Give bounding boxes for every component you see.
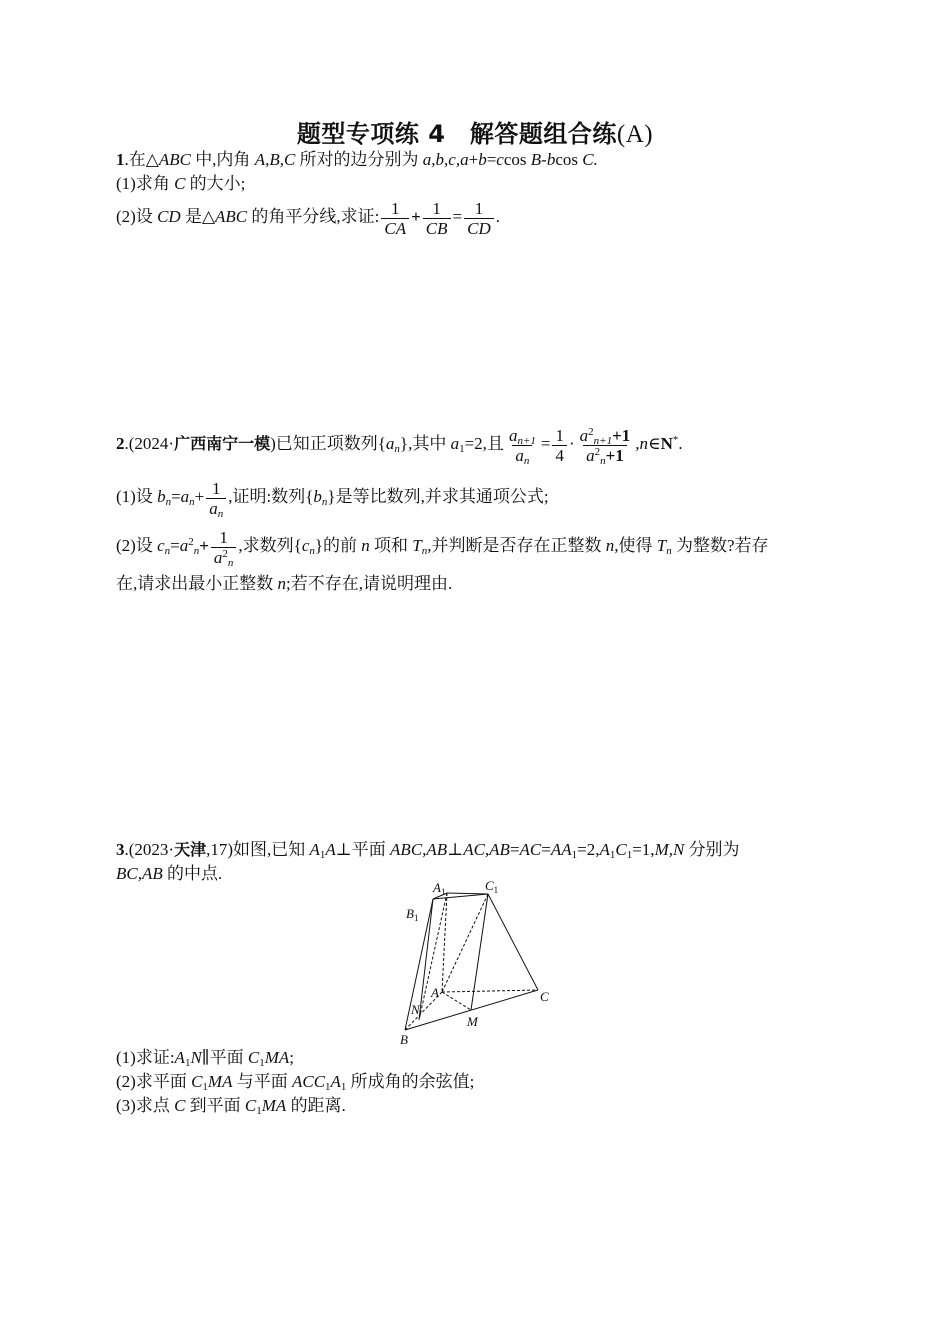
sub: n xyxy=(321,496,328,508)
math: C xyxy=(174,1096,186,1115)
sub: n+1 xyxy=(517,434,536,447)
frac-numerator: 1 xyxy=(212,478,221,498)
q1-math: a,b,c,a xyxy=(422,150,469,169)
math: A xyxy=(309,840,320,859)
label-b1: $B_1$ xyxy=(406,906,419,923)
text: 的中点. xyxy=(162,864,223,883)
q3-part1 xyxy=(116,1046,294,1070)
math-a: a xyxy=(579,425,589,445)
plus-sign: + xyxy=(199,536,209,555)
q1-text: 中,内角 xyxy=(190,150,255,169)
text: }的前 xyxy=(314,536,362,555)
math: C xyxy=(247,1048,260,1067)
q1-p1-text: (1)求角 xyxy=(116,174,175,193)
q1-text: cos xyxy=(555,150,583,169)
q1-text: cos xyxy=(503,150,531,169)
naturals-symbol: N xyxy=(660,434,673,453)
q2-math: n xyxy=(639,434,649,453)
text: (3)求点 xyxy=(116,1096,175,1115)
edge-c1-c xyxy=(488,894,538,990)
q2-part2 xyxy=(116,522,769,570)
fraction-1-over-cd xyxy=(464,199,494,238)
label-a: A xyxy=(431,985,439,1000)
q2-text: },其中 xyxy=(399,434,451,453)
text: ∥平面 xyxy=(201,1048,248,1067)
q3-number: 3 xyxy=(116,840,125,859)
math: BC,AB xyxy=(116,864,163,883)
text: }是等比数列,并求其通项公式; xyxy=(327,487,549,506)
q3-part3 xyxy=(116,1094,346,1118)
q3-source-name: 天津 xyxy=(174,840,207,859)
perp-symbol: ⊥ xyxy=(447,840,464,859)
q2-number: 2 xyxy=(116,434,125,453)
text: 为整数?若存 xyxy=(671,536,769,555)
math-a: a xyxy=(508,425,518,445)
text: = xyxy=(509,840,520,859)
math: A xyxy=(174,1048,185,1067)
frac-numerator: 1 xyxy=(555,425,564,445)
sup: 2 xyxy=(188,536,194,548)
math: A xyxy=(599,840,610,859)
q1-part2 xyxy=(116,196,500,238)
sub: 1 xyxy=(571,849,578,861)
label-c1: $C_1$ xyxy=(485,880,499,895)
label-m: M xyxy=(467,1014,478,1029)
math: a xyxy=(179,536,189,555)
q2-part1 xyxy=(116,474,549,520)
sup: 2 xyxy=(222,547,228,560)
math: c xyxy=(157,536,165,555)
sub: n xyxy=(165,496,172,508)
q2-source-open: .(2024· xyxy=(124,434,175,453)
text: ,并判断是否存在正整数 xyxy=(427,536,606,555)
math-a: a xyxy=(586,445,595,465)
fraction-1-over-an xyxy=(206,479,226,518)
text: 的距离. xyxy=(286,1096,346,1115)
math: M,N xyxy=(654,840,685,859)
frac-denominator: 4 xyxy=(552,445,567,465)
math: T xyxy=(412,536,422,555)
frac-numerator xyxy=(577,426,634,445)
q1-p2-text: 是△ xyxy=(180,207,216,226)
plus-one: +1 xyxy=(605,445,624,465)
edge-a-m xyxy=(442,992,471,1010)
sub: n xyxy=(309,545,315,557)
math: A xyxy=(330,1072,341,1091)
q1-text: .在△ xyxy=(124,150,159,169)
q2-text: )已知正项数列{ xyxy=(270,434,386,453)
sub: 1 xyxy=(184,1057,191,1069)
math: MA xyxy=(264,1048,290,1067)
q2-sub: 1 xyxy=(459,443,465,455)
text: (2)求平面 xyxy=(116,1072,192,1091)
sub: 1 xyxy=(256,1105,262,1117)
text: ,使得 xyxy=(614,536,657,555)
fraction-ratio xyxy=(506,426,539,465)
equals-sign: = xyxy=(540,434,551,453)
fraction-squares xyxy=(577,426,634,465)
q3-stem xyxy=(116,838,740,862)
math-a: a xyxy=(515,445,524,465)
math: b xyxy=(313,487,322,506)
math: a xyxy=(213,547,223,567)
edge-a-c xyxy=(442,990,538,992)
math: b xyxy=(157,487,166,506)
fraction-quarter xyxy=(552,426,567,465)
sup: * xyxy=(672,434,679,446)
frac-denominator xyxy=(512,445,532,465)
q1-math: b xyxy=(478,150,487,169)
edge-b1-n xyxy=(419,899,433,1020)
math: C xyxy=(191,1072,203,1091)
math: C xyxy=(244,1096,257,1115)
title-main: 题型专项练 4 解答题组合练 xyxy=(296,120,617,148)
q1-text: + xyxy=(468,150,479,169)
q1-math: B xyxy=(530,150,542,169)
sub: n xyxy=(189,496,195,508)
math: N xyxy=(190,1048,202,1067)
text: 与平面 xyxy=(232,1072,292,1091)
fraction-1-over-an-squared xyxy=(211,528,237,567)
math: C xyxy=(615,840,627,859)
fraction-1-over-cb xyxy=(423,199,451,238)
q3-source-open: .(2023· xyxy=(124,840,175,859)
q3-part2 xyxy=(116,1070,474,1094)
element-of: ∈ xyxy=(648,434,661,453)
label-c: C xyxy=(540,989,549,1004)
sub: 1 xyxy=(626,849,633,861)
edge-c1-m xyxy=(471,894,488,1010)
q1-number: 1 xyxy=(116,150,125,169)
sub: n+1 xyxy=(593,434,613,447)
sup: 2 xyxy=(594,445,601,458)
text: 项和 xyxy=(369,536,413,555)
q1-stem xyxy=(116,148,598,172)
q2-sub: n xyxy=(394,443,400,455)
math: AA xyxy=(550,840,572,859)
sub: n xyxy=(193,545,200,557)
sub: n xyxy=(666,545,672,557)
q1-p2-text: 的角平分线,求证: xyxy=(247,207,380,226)
text: ⊥平面 xyxy=(335,840,391,859)
plus-sign: + xyxy=(411,207,421,226)
q1-math: b xyxy=(546,150,556,169)
sub: n xyxy=(421,545,428,557)
q1-p2-text: (2)设 xyxy=(116,207,158,226)
text: =1, xyxy=(632,840,655,859)
period: . xyxy=(678,434,683,453)
frac-denominator xyxy=(211,547,237,567)
math: MA xyxy=(207,1072,233,1091)
q1-p2-math: ABC xyxy=(215,207,248,226)
text: ,证明:数列{ xyxy=(228,487,314,506)
math: a xyxy=(209,498,218,518)
frac-denominator xyxy=(583,445,627,465)
q2-p2-text: (2)设 xyxy=(116,536,158,555)
title-suffix: (A) xyxy=(616,121,654,148)
q1-math: C. xyxy=(582,150,598,169)
math: T xyxy=(656,536,667,555)
math: AC xyxy=(519,840,542,859)
frac-numerator: 1 xyxy=(474,198,484,218)
sub: n xyxy=(227,556,234,569)
label-b: B xyxy=(400,1032,408,1047)
q1-text: - xyxy=(541,150,547,169)
q2-p1-text: (1)设 xyxy=(116,487,158,506)
frac-denominator: CD xyxy=(464,218,494,238)
q1-math: A,B,C xyxy=(254,150,296,169)
text: (1)求证: xyxy=(116,1048,175,1067)
math: a xyxy=(180,487,190,506)
frac-numerator: 1 xyxy=(219,527,228,547)
frac-denominator xyxy=(206,498,226,518)
frac-numerator: 1 xyxy=(432,198,441,218)
text: 在,请求出最小正整数 xyxy=(116,574,278,593)
text: 分别为 xyxy=(684,840,740,859)
q2-text: =2,且 xyxy=(464,434,504,453)
fraction-1-over-ca xyxy=(381,199,409,238)
q2-math: a xyxy=(450,434,460,453)
frac-denominator: CA xyxy=(381,218,409,238)
sub: 1 xyxy=(319,849,326,861)
sub: n xyxy=(600,454,606,467)
text: ,求数列{ xyxy=(238,536,302,555)
q1-p1-text: 的大小; xyxy=(185,174,246,193)
sub: 1 xyxy=(202,1081,208,1093)
math: c xyxy=(301,536,310,555)
math: ACC xyxy=(291,1072,326,1091)
math: n xyxy=(277,574,286,593)
sub: n xyxy=(217,507,224,520)
frac-denominator: CB xyxy=(423,218,451,238)
math: ABC,AB xyxy=(390,840,448,859)
label-n: N xyxy=(411,1002,420,1017)
equals-sign: = xyxy=(452,207,463,226)
q1-math: c xyxy=(496,150,504,169)
q1-text: 所对的边分别为 xyxy=(295,150,423,169)
text: = xyxy=(170,536,180,555)
sub: 1 xyxy=(259,1057,265,1069)
q1-part1 xyxy=(116,172,245,196)
plus-one: +1 xyxy=(612,425,631,445)
q3-text: ,17)如图,已知 xyxy=(206,840,310,859)
label-a1: $A_1$ xyxy=(433,880,446,897)
text: ; xyxy=(289,1048,295,1067)
q2-math: a xyxy=(385,434,395,453)
period: . xyxy=(495,207,500,226)
math: MA xyxy=(261,1096,287,1115)
text: 所成角的余弦值; xyxy=(346,1072,475,1091)
frac-numerator: 1 xyxy=(390,198,400,218)
frac-numerator xyxy=(506,426,539,445)
sup: 2 xyxy=(588,425,594,438)
math: n xyxy=(361,536,370,555)
q2-part2-continued xyxy=(116,572,452,596)
prism-figure xyxy=(395,880,565,1050)
q1-p2-math: CD xyxy=(157,207,181,226)
math: A xyxy=(325,840,336,859)
q1-text: = xyxy=(486,150,497,169)
q2-text: , xyxy=(635,434,640,453)
edge-a1-c1 xyxy=(447,893,488,894)
q2-source-name: 广西南宁一模 xyxy=(174,434,271,453)
text: = xyxy=(541,840,551,859)
sub: 1 xyxy=(609,849,616,861)
text: =2, xyxy=(577,840,600,859)
text: = xyxy=(171,487,181,506)
sub: n xyxy=(523,454,530,467)
sub: 1 xyxy=(340,1081,347,1093)
sub: n xyxy=(164,545,171,557)
q1-p1-math: C xyxy=(174,174,186,193)
q2-stem xyxy=(116,420,683,468)
q1-math: ABC xyxy=(158,150,191,169)
text: ;若不存在,请说明理由. xyxy=(286,574,453,593)
q3-stem-continued xyxy=(116,862,222,886)
sub: 1 xyxy=(325,1081,331,1093)
text: 到平面 xyxy=(185,1096,245,1115)
text: + xyxy=(194,487,205,506)
math: AC,AB xyxy=(463,840,510,859)
dot-operator: · xyxy=(568,434,575,453)
math: n xyxy=(605,536,615,555)
edge-a1-a xyxy=(442,893,447,992)
page-title xyxy=(0,114,950,149)
